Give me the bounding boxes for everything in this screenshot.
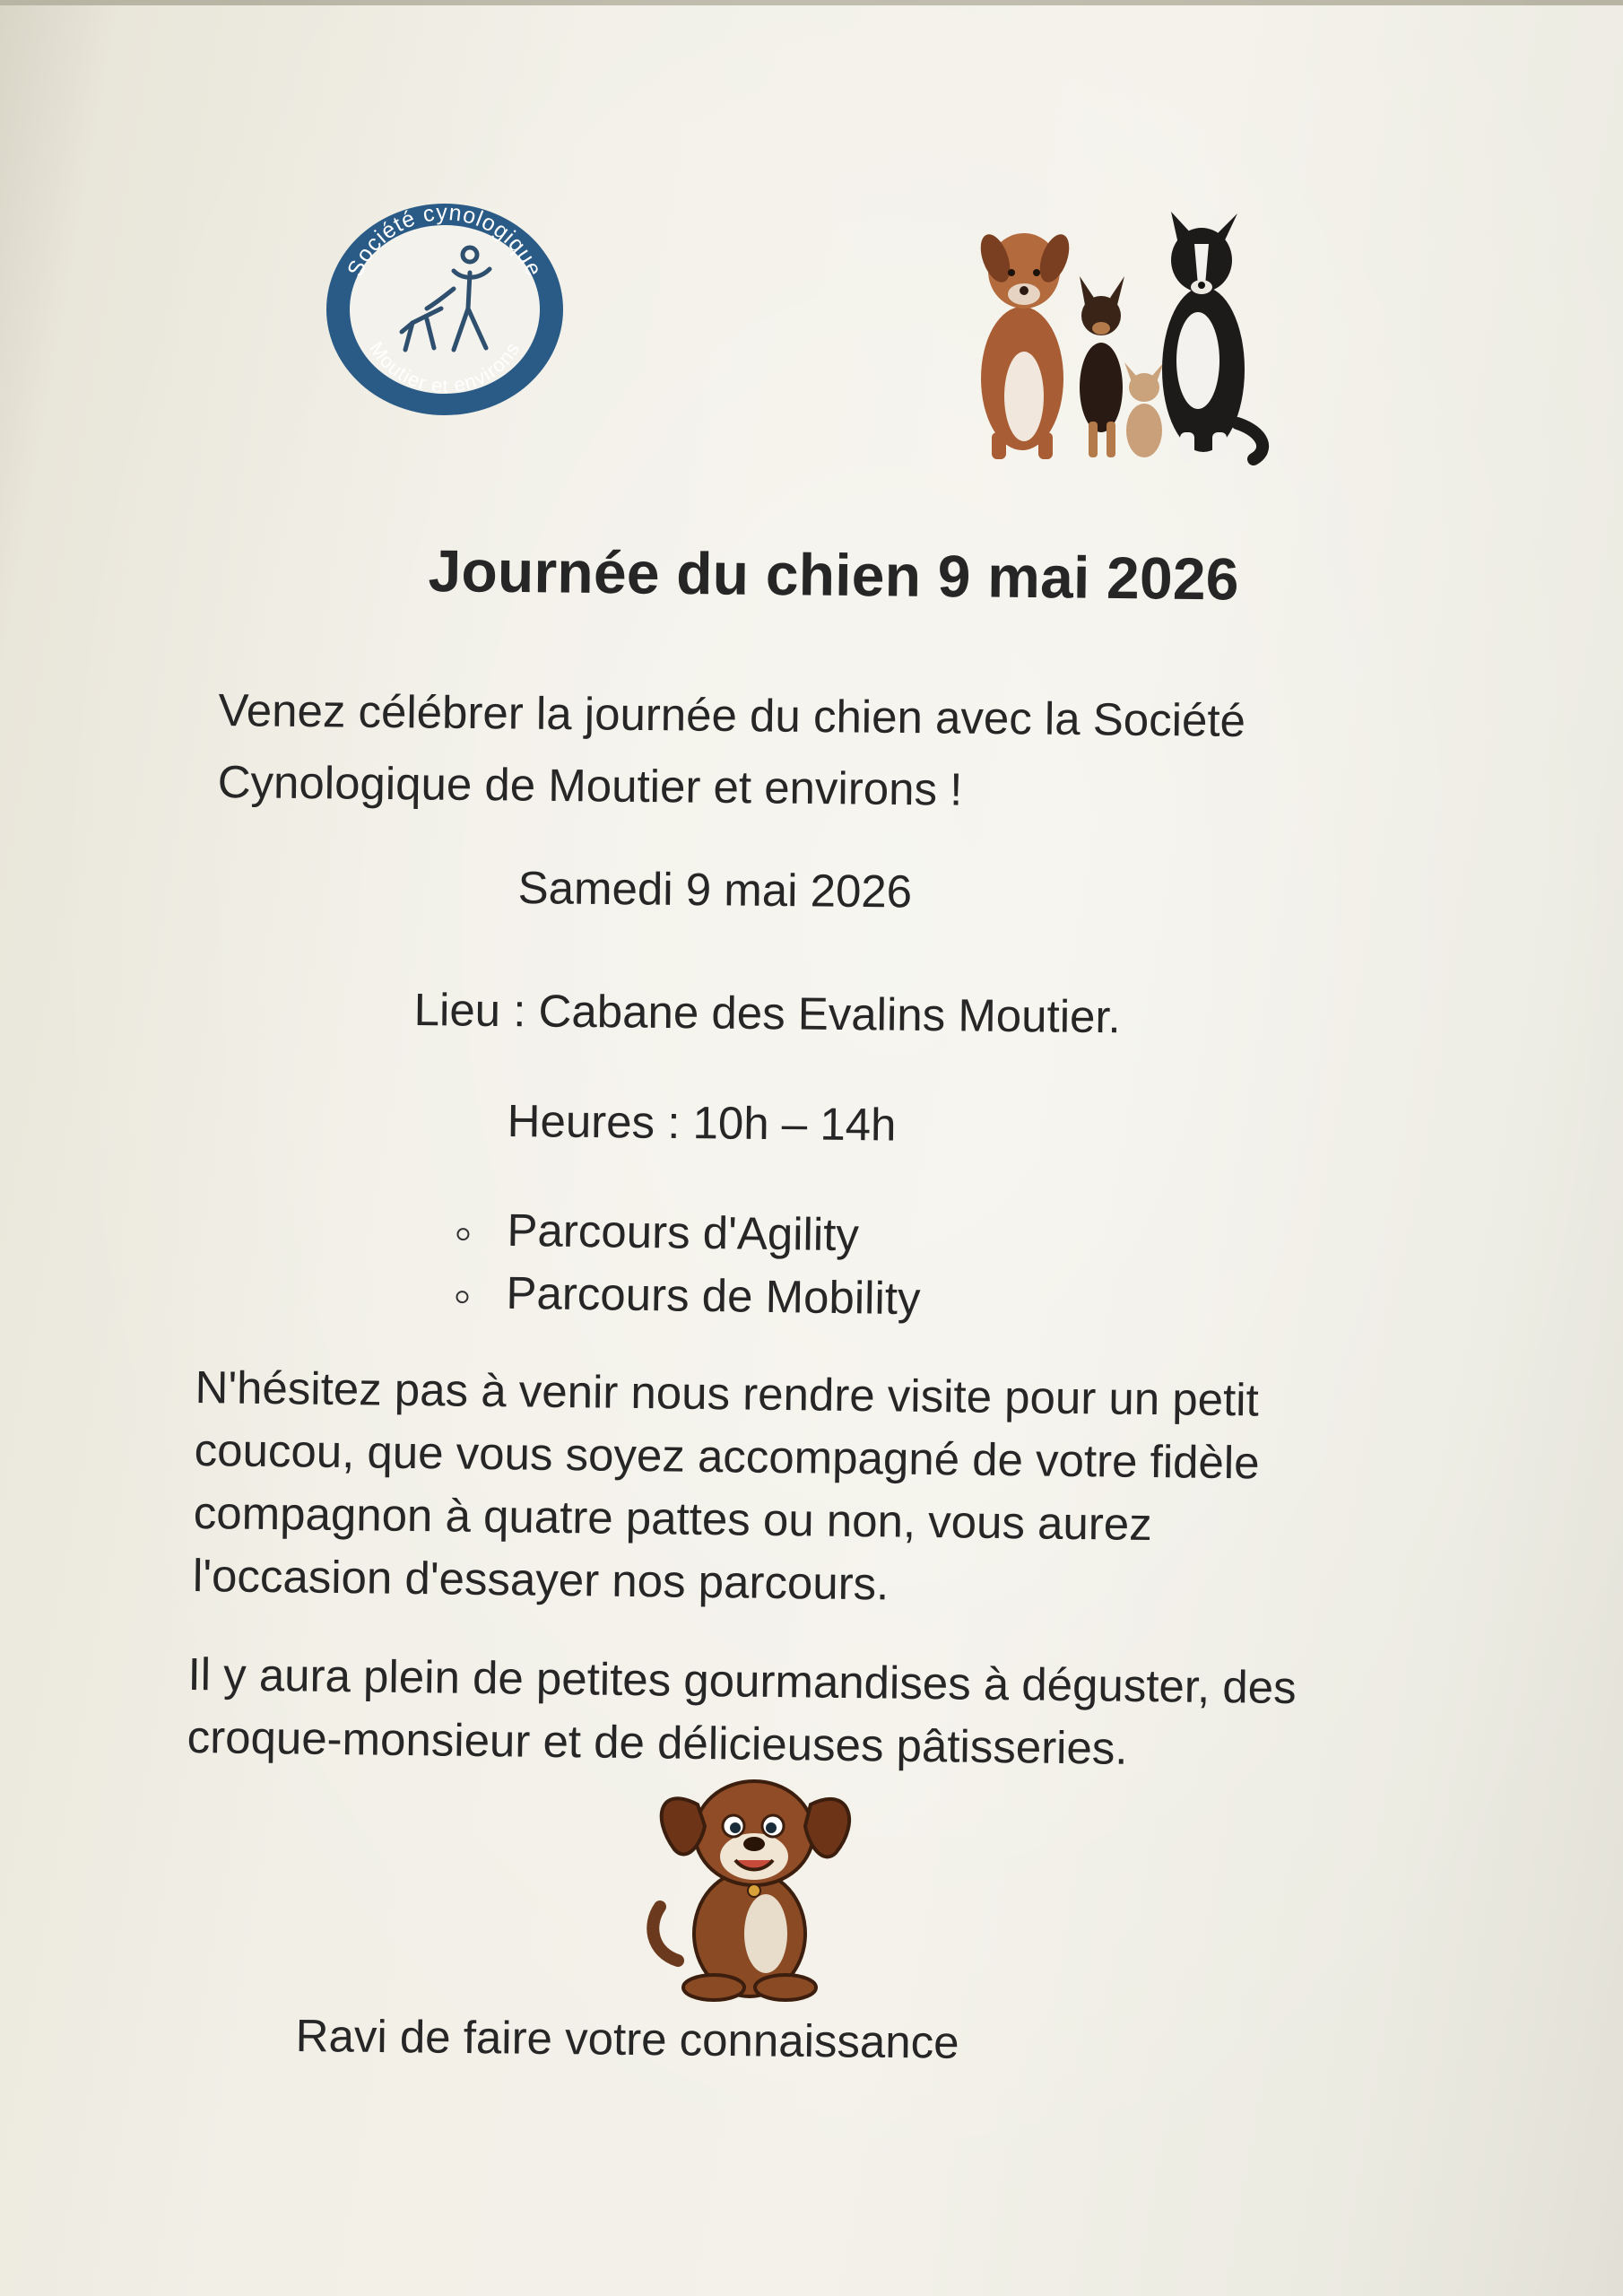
paragraph-line: N'hésitez pas à venir nous rendre visite pour un petit — [195, 1361, 1260, 1426]
bullet-circle-icon — [456, 1228, 469, 1240]
event-place: Lieu : Cabane des Evalins Moutier. — [413, 984, 1122, 1043]
paragraph-line: coucou, que vous soyez accompagné de votre fidèle — [194, 1423, 1260, 1489]
paragraph-line: Il y aura plein de petites gourmandises à déguster, des — [187, 1648, 1297, 1714]
brown-dog-icon — [975, 230, 1074, 459]
food-paragraph — [187, 1643, 1297, 1782]
activities-list — [452, 1198, 922, 1330]
paragraph-line: l'occasion d'essayer nos parcours. — [192, 1549, 890, 1610]
logo-top-text: Société cynologique — [342, 199, 548, 281]
closing-message: Ravi de faire votre connaissance — [295, 2010, 959, 2068]
bullet-circle-icon — [456, 1291, 468, 1303]
event-title: Journée du chien 9 mai 2026 — [428, 536, 1240, 613]
cartoon-dog-icon — [642, 1763, 866, 2005]
activity-label: Parcours de Mobility — [506, 1266, 921, 1325]
event-date: Samedi 9 mai 2026 — [517, 861, 913, 918]
chihuahua-icon — [1124, 362, 1164, 457]
small-dog-icon — [1080, 276, 1124, 457]
list-item — [452, 1261, 921, 1330]
logo-bottom-text: Moutier et environs — [364, 337, 525, 397]
invitation-paragraph — [193, 1356, 1261, 1620]
intro-text — [217, 674, 1474, 831]
border-collie-icon — [1162, 212, 1263, 461]
paragraph-line: compagnon à quatre pattes ou non, vous aurez — [193, 1486, 1153, 1551]
list-item — [453, 1198, 922, 1267]
club-logo — [319, 197, 570, 422]
intro-line: Cynologique de Moutier et environs ! — [217, 755, 963, 815]
event-hours: Heures : 10h – 14h — [507, 1095, 897, 1151]
paragraph-line: croque-monsieur et de délicieuses pâtisseries. — [187, 1710, 1128, 1774]
activity-label: Parcours d'Agility — [507, 1204, 860, 1261]
dogs-group-photo — [968, 208, 1273, 468]
intro-line: Venez célébrer la journée du chien avec la Société — [218, 683, 1246, 746]
